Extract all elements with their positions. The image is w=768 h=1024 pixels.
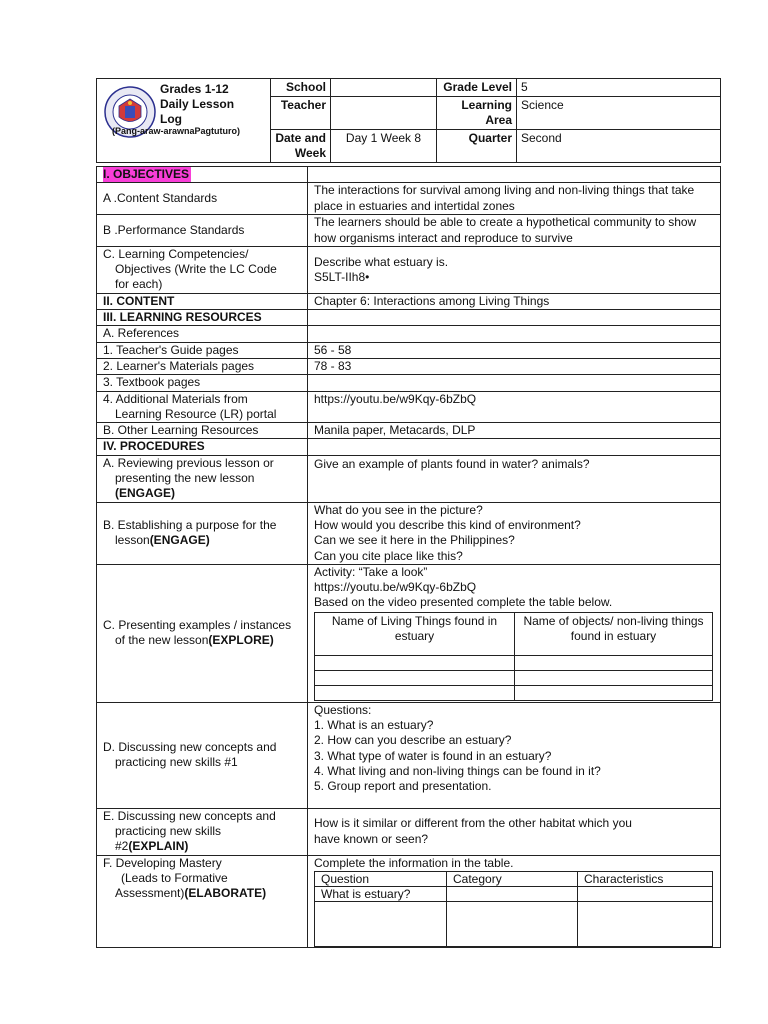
other-resources-value: Manila paper, Metacards, DLP [308,423,721,439]
procedure-e-label: E. Discussing new concepts and practicing new skills #2(EXPLAIN) [97,808,308,855]
question-cell: What is estuary? [315,887,447,902]
procedure-d-value: Questions: 1. What is an estuary? 2. How can you describe an estuary? 3. What type of water is found in an estuary? 4. What living and non-living things can be found in it? 5. Group report and presentation. [308,702,721,808]
grade-level-value: 5 [517,79,721,97]
textbook-label: 3. Textbook pages [97,375,308,391]
quarter-label: Quarter [437,130,517,163]
table-cell [578,902,713,947]
teacher-label: Teacher [271,97,331,130]
references-label: A. References [97,326,308,342]
procedure-c-label: C. Presenting examples / instances of the new lesson(EXPLORE) [97,564,308,702]
table-cell [315,685,515,700]
learning-competencies-label: C. Learning Competencies/ Objectives (Write the LC Code for each) [97,246,308,293]
learners-materials-label: 2. Learner's Materials pages [97,358,308,374]
procedure-b-label: B. Establishing a purpose for the lesson(ENGAGE) [97,502,308,564]
procedure-c-value: Activity: “Take a look” https://youtu.be/w9Kqy-6bZbQ Based on the video presented complete the table below. Name of Living Things found in estuary Name of objects/ non-living things found in estuary [308,564,721,702]
question-header: Question [315,872,447,887]
quarter-value: Second [517,130,721,163]
empty-cell [308,167,721,183]
title-line: Grades 1-12 [160,82,229,96]
procedures-heading: IV. PROCEDURES [97,439,308,455]
content-standards-value: The interactions for survival among living and non-living things that take place in estuaries and intertidal zones [308,183,721,215]
content-heading: II. CONTENT [97,293,308,309]
table-cell [515,685,713,700]
characteristics-header: Characteristics [578,872,713,887]
lesson-table [96,166,721,948]
objectives-heading-cell [97,167,308,183]
table-cell [315,670,515,685]
learners-materials-value: 78 - 83 [308,358,721,374]
additional-materials-label: 4. Additional Materials from Learning Resource (LR) portal [97,391,308,423]
table-cell [447,887,578,902]
title-line: Daily Lesson [160,97,235,111]
table-cell [315,655,515,670]
procedure-a-value: Give an example of plants found in water? animals? [308,455,721,502]
category-header: Category [447,872,578,887]
estuary-info-table [314,871,713,947]
performance-standards-label: B .Performance Standards [97,215,308,247]
non-living-things-header: Name of objects/ non-living things found in estuary [515,612,713,655]
procedure-d-label: D. Discussing new concepts and practicing new skills #1 [97,702,308,808]
dll-subtitle: (Pang-araw-arawnaPagtuturo) [112,126,241,136]
resources-heading: III. LEARNING RESOURCES [97,310,308,326]
performance-standards-value: The learners should be able to create a hypothetical community to show how organisms interact and reproduce to survive [308,215,721,247]
school-value [331,79,437,97]
empty-cell [308,326,721,342]
additional-materials-value: https://youtu.be/w9Kqy-6bZbQ [308,391,721,423]
learning-area-label: Learning Area [437,97,517,130]
table-cell [515,655,713,670]
learning-competencies-value: Describe what estuary is. S5LT-IIh8• [308,246,721,293]
procedure-a-label: A. Reviewing previous lesson or presenting the new lesson (ENGAGE) [97,455,308,502]
date-week-label: Date and Week [271,130,331,163]
procedure-f-value: Complete the information in the table. Question Category Characteristics What is estuary? [308,855,721,947]
estuary-things-table [314,612,713,701]
grade-level-label: Grade Level [437,79,517,97]
teachers-guide-label: 1. Teacher's Guide pages [97,342,308,358]
table-cell [578,887,713,902]
content-standards-label: A .Content Standards [97,183,308,215]
procedure-b-value: What do you see in the picture? How would you describe this kind of environment? Can we see it here in the Philippines? Can you cite place like this? [308,502,721,564]
school-label: School [271,79,331,97]
date-week-value: Day 1 Week 8 [331,130,437,163]
empty-cell [308,310,721,326]
table-cell [447,902,578,947]
content-value: Chapter 6: Interactions among Living Things [308,293,721,309]
procedure-f-label: F. Developing Mastery (Leads to Formative Assessment)(ELABORATE) [97,855,308,947]
objectives-heading: I. OBJECTIVES [103,167,190,181]
other-resources-label: B. Other Learning Resources [97,423,308,439]
teachers-guide-value: 56 - 58 [308,342,721,358]
textbook-value [308,375,721,391]
title-line: Log [160,112,182,126]
procedure-e-value: How is it similar or different from the other habitat which you have known or seen? [308,808,721,855]
living-things-header: Name of Living Things found in estuary [315,612,515,655]
empty-cell [308,439,721,455]
teacher-value [331,97,437,130]
dll-title [160,82,242,127]
learning-area-value: Science [517,97,721,130]
table-cell [515,670,713,685]
table-cell [315,902,447,947]
